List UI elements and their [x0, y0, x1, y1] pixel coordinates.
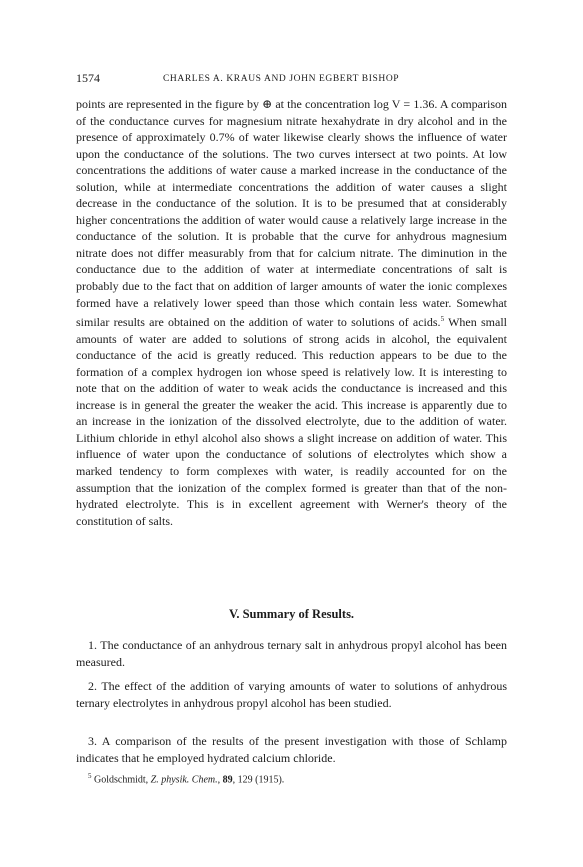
section-heading: V. Summary of Results. — [228, 607, 355, 621]
running-head-title: CHARLES A. KRAUS AND JOHN EGBERT BISHOP — [163, 74, 400, 84]
footnote-journal: Z. physik. Chem. — [150, 774, 218, 786]
summary-item: 3. A comparison of the results of the present investigation with those of Schlamp indicates that he employed hydrated calcium chloride. — [76, 734, 507, 765]
page-number: 1574 — [76, 71, 100, 85]
body-text-part-2: When small amounts of water are added to solutions of strong acids in alcohol, the equivalent conductance of the acid is greatly reduced. This reduction appears to be due to the formation of a complex hydrogen ion whose speed is relatively low. It is interesting to note that on the addition of water to weak acids the conductance is increased and this increase is in general the greater the weaker the acid. This increase is apparently due to an increase in the ionization of the dissolved electrolyte, due to the addition of water. Lithium chloride in ethyl alcohol also shows a slight increase on addition of water. This influence of water upon the conductance of solutions of electrolytes which show a marked tendency to form complexes with water, is readily accounted for on the assumption that the ionization of the complex formed is greater than that of the non-hydrated electrolyte. This is in excellent agreement with Werner's theory of the constitution of salts. — [76, 315, 507, 528]
footnote-mark: 5 — [88, 772, 92, 780]
body-text-part-1: points are represented in the figure by ⊕ at the concentration log V = 1.36. A comparison of the conductance curves for magnesium nitrate hexahydrate in dry alcohol and in the presence of approximately 0.7% of water likewise clearly shows the influence of water upon the conductance of the solutions. The two curves intersect at two points. At low concentrations the additions of water cause a marked increase in the conductance of the solution, while at intermediate concentrations the addition of water causes a slight decrease in the conductance of the solution. It is to be presumed that at considerably higher concentrations the addition of water would cause a relatively large increase in the conductance of the solution. It is probable that the curve for anhydrous magnesium nitrate does not differ measurably from that for calcium nitrate. The diminution in the conductance due to the addition of water at intermediate concentrations of salt is probably due to the fact that on addition of larger amounts of water the ionic complexes formed have a relatively lower speed than those which contain less water. Somewhat similar results are obtained on the addition of water to solutions of acids. — [76, 97, 507, 330]
footnote-reference: 5 — [440, 315, 445, 324]
summary-item: 2. The effect of the addition of varying amounts of water to solutions of anhydrous ternary electrolytes in anhydrous propyl alcohol has been studied. — [76, 679, 507, 710]
body-paragraph — [76, 96, 507, 529]
summary-item: 1. The conductance of an anhydrous ternary salt in anhydrous propyl alcohol has been measured. — [76, 638, 507, 669]
footnote-pages: , 129 (1915). — [232, 774, 285, 786]
footnote-author: Goldschmidt, — [94, 774, 151, 786]
footnote-volume: 89 — [222, 774, 233, 786]
footnote-separator: , — [217, 774, 223, 786]
footnote — [88, 770, 507, 786]
